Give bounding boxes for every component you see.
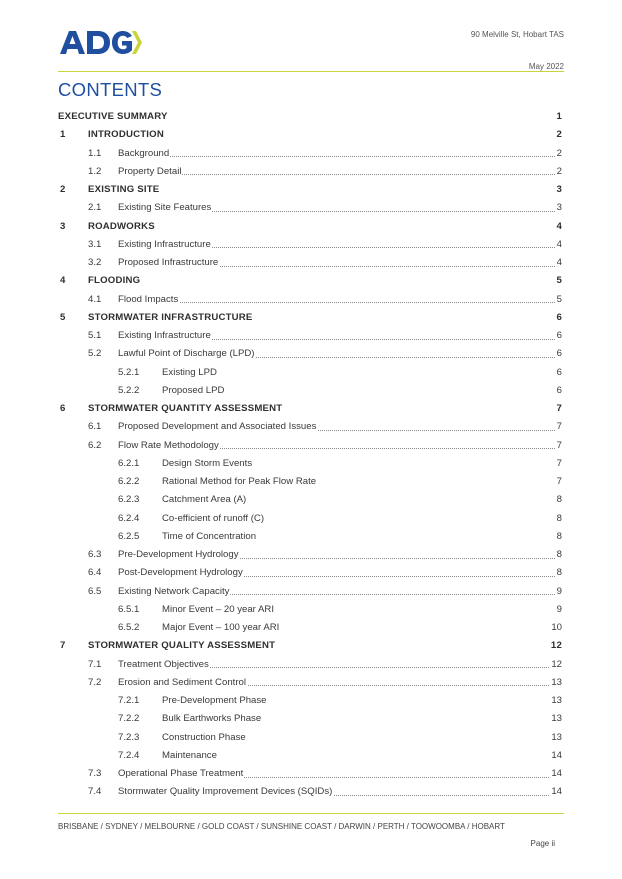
toc-entry-number: 6.2 [88,439,102,451]
toc-entry-label: Time of Concentration [162,530,257,542]
toc-entry-page: 14 [550,765,562,783]
toc-entry-label: Proposed LPD [162,384,225,396]
toc-entry-label: Rational Method for Peak Flow Rate [162,476,317,487]
toc-entry-page: 7 [556,476,562,487]
toc-entry-label: Proposed Development and Associated Issues [118,418,317,436]
toc-entry-label: Co-efficient of runoff (C) [162,512,265,524]
toc-entry[interactable] [58,783,564,801]
toc-entry-page: 6 [556,345,562,363]
toc-entry-number: 6.4 [88,567,102,579]
toc-entry-page: 13 [551,713,562,725]
toc-entry[interactable] [58,218,564,236]
toc-entry-label: Design Storm Events [162,457,253,469]
toc-entry-number: 5.2 [88,348,102,360]
toc-entry-page: 8 [556,546,562,564]
header-date: May 2022 [528,62,564,71]
toc-entry-page: 2 [556,145,562,163]
toc-entry-number: 4 [60,275,66,287]
toc-entry[interactable] [58,236,564,254]
toc-entry-label: ROADWORKS [88,220,155,232]
toc-entry-label: Construction Phase [162,731,246,743]
toc-entry-number: 1.2 [88,165,102,177]
toc-entry-page: 5 [556,291,562,309]
toc-entry-label: EXISTING SITE [88,184,160,195]
toc-entry-page: 9 [556,583,562,601]
toc-entry-page: 3 [556,184,562,195]
toc-entry-page: 2 [556,129,562,141]
footer-page-number: Page ii [530,839,555,848]
toc-entry[interactable] [58,455,564,473]
toc-entry-page: 9 [556,603,562,615]
toc-entry-page: 4 [556,220,562,232]
toc-entry-page: 6 [556,366,562,378]
toc-entry-page: 6 [556,327,562,345]
toc-entry[interactable] [58,656,564,674]
toc-entry-label: Major Event – 100 year ARI [162,622,280,633]
toc-entry-number: 6.2.3 [118,494,140,506]
page-title: CONTENTS [58,79,163,100]
toc-entry[interactable] [58,345,564,363]
toc-entry-number: 1.1 [88,147,102,159]
toc-entry-label: EXECUTIVE SUMMARY [58,111,168,122]
toc-entry-number: 6.2.4 [118,512,140,524]
toc-entry[interactable] [58,674,564,692]
toc-entry-label: Existing Infrastructure [118,327,212,345]
toc-entry-page: 5 [556,275,562,287]
toc-leader-dots [118,156,555,157]
toc-entry-number: 2 [60,184,66,195]
toc-entry[interactable] [58,729,564,747]
toc-entry-page: 6 [556,384,562,396]
toc-entry[interactable] [58,583,564,601]
header-divider [58,71,564,72]
toc-entry[interactable] [58,473,564,491]
toc-entry[interactable] [58,528,564,546]
toc-entry-label: Property Detail [118,163,182,181]
toc-entry-number: 6.2.2 [118,476,140,487]
toc-entry-label: Lawful Point of Discharge (LPD) [118,345,256,363]
toc-entry-number: 5 [60,311,66,323]
toc-entry[interactable] [58,710,564,728]
toc-entry[interactable] [58,181,564,199]
toc-entry-number: 7.3 [88,768,102,779]
toc-entry[interactable] [58,747,564,765]
toc-entry[interactable] [58,382,564,400]
toc-entry-page: 14 [551,749,562,761]
toc-entry-number: 6.2.1 [118,457,140,469]
toc-entry-label: Pre-Development Hydrology [118,546,240,564]
toc-entry-page: 3 [556,199,562,217]
toc-entry-page: 6 [556,311,562,323]
toc-entry-number: 7.4 [88,786,102,798]
toc-entry[interactable] [58,418,564,436]
toc-entry[interactable] [58,126,564,144]
toc-entry-page: 13 [550,674,562,692]
toc-entry-label: Bulk Earthworks Phase [162,713,262,725]
header-address: 90 Melville St, Hobart TAS [470,30,564,39]
toc-entry[interactable] [58,564,564,582]
toc-entry-page: 7 [556,418,562,436]
toc-entry-label: STORMWATER INFRASTRUCTURE [88,311,253,323]
toc-entry[interactable] [58,546,564,564]
toc-entry-page: 10 [551,622,562,633]
toc-entry-page: 1 [556,111,562,122]
toc-entry-number: 6.2.5 [118,530,140,542]
toc-entry-page: 7 [556,437,562,455]
table-of-contents [58,108,564,802]
toc-entry-label: INTRODUCTION [88,129,164,141]
footer-divider [58,813,564,814]
toc-entry-number: 5.2.1 [118,366,140,378]
toc-entry[interactable] [58,163,564,181]
toc-entry-number: 7.2.2 [118,713,140,725]
toc-entry-number: 7 [60,640,66,652]
toc-entry-label: Background [118,145,170,163]
toc-entry-page: 12 [550,656,562,674]
toc-entry[interactable] [58,601,564,619]
toc-entry-page: 2 [556,163,562,181]
toc-entry[interactable] [58,510,564,528]
toc-entry-page: 4 [556,254,562,272]
toc-entry-number: 6 [60,403,66,414]
toc-entry-label: Minor Event – 20 year ARI [162,603,274,615]
toc-entry-page: 8 [556,512,562,524]
toc-entry-label: Erosion and Sediment Control [118,674,247,692]
toc-entry-label: Flow Rate Methodology [118,437,220,455]
toc-entry-label: FLOODING [88,275,141,287]
toc-entry[interactable] [58,437,564,455]
toc-entry-number: 2.1 [88,202,102,214]
toc-entry[interactable] [58,637,564,655]
toc-entry-number: 3.2 [88,257,102,268]
toc-entry-number: 7.1 [88,658,102,670]
toc-entry[interactable] [58,491,564,509]
toc-entry-page: 12 [550,640,562,652]
toc-entry-label: Existing LPD [162,366,217,378]
toc-entry[interactable] [58,309,564,327]
toc-entry-page: 13 [551,731,562,743]
toc-entry-number: 6.5 [88,585,102,597]
toc-entry-label: Proposed Infrastructure [118,254,219,272]
toc-entry-label: Treatment Objectives [118,656,210,674]
toc-entry-label: Operational Phase Treatment [118,765,244,783]
toc-entry-page: 7 [556,403,562,414]
toc-entry[interactable] [58,291,564,309]
toc-entry-number: 7.2.3 [118,731,140,743]
toc-entry-page: 13 [551,695,562,706]
toc-entry-label: STORMWATER QUALITY ASSESSMENT [88,640,276,652]
toc-entry-page: 4 [556,236,562,254]
toc-entry-label: Existing Infrastructure [118,236,212,254]
toc-entry-label: Flood Impacts [118,291,179,309]
toc-entry-number: 7.2.4 [118,749,140,761]
toc-entry-number: 7.2.1 [118,695,140,706]
toc-entry[interactable] [58,108,564,126]
toc-entry-number: 6.1 [88,421,102,433]
toc-entry-label: Catchment Area (A) [162,494,247,506]
toc-entry-number: 1 [60,129,66,141]
toc-entry-number: 4.1 [88,293,102,305]
toc-entry[interactable] [58,327,564,345]
toc-entry-page: 7 [556,457,562,469]
adg-logo-icon [60,28,142,58]
toc-entry[interactable] [58,619,564,637]
toc-entry[interactable] [58,692,564,710]
company-logo [60,28,142,58]
toc-entry[interactable] [58,199,564,217]
toc-entry[interactable] [58,272,564,290]
toc-entry-number: 3.1 [88,238,102,250]
toc-entry-label: STORMWATER QUANTITY ASSESSMENT [88,403,283,414]
toc-entry-number: 6.5.1 [118,603,140,615]
toc-entry-page: 8 [556,564,562,582]
toc-entry-number: 6.5.2 [118,622,140,633]
toc-entry-page: 14 [550,783,562,801]
toc-entry-label: Stormwater Quality Improvement Devices (SQIDs) [118,783,333,801]
toc-entry-label: Maintenance [162,749,217,761]
toc-entry[interactable] [58,400,564,418]
footer-cities: BRISBANE / SYDNEY / MELBOURNE / GOLD COAST / SUNSHINE COAST / DARWIN / PERTH / TOOWOOMBA / HOBART [58,822,505,831]
toc-entry-label: Post-Development Hydrology [118,564,244,582]
toc-entry[interactable] [58,254,564,272]
toc-entry-number: 3 [60,220,66,232]
toc-entry[interactable] [58,364,564,382]
toc-entry-page: 8 [556,530,562,542]
toc-entry-number: 7.2 [88,676,102,688]
toc-entry-label: Existing Site Features [118,199,212,217]
toc-leader-dots [118,302,555,303]
toc-entry[interactable] [58,145,564,163]
toc-entry-number: 6.3 [88,549,102,560]
toc-entry-number: 5.2.2 [118,384,140,396]
toc-entry-page: 8 [556,494,562,506]
toc-entry[interactable] [58,765,564,783]
toc-entry-number: 5.1 [88,330,102,341]
toc-entry-label: Pre-Development Phase [162,695,267,706]
toc-entry-label: Existing Network Capacity [118,583,230,601]
toc-leader-dots [118,174,555,175]
